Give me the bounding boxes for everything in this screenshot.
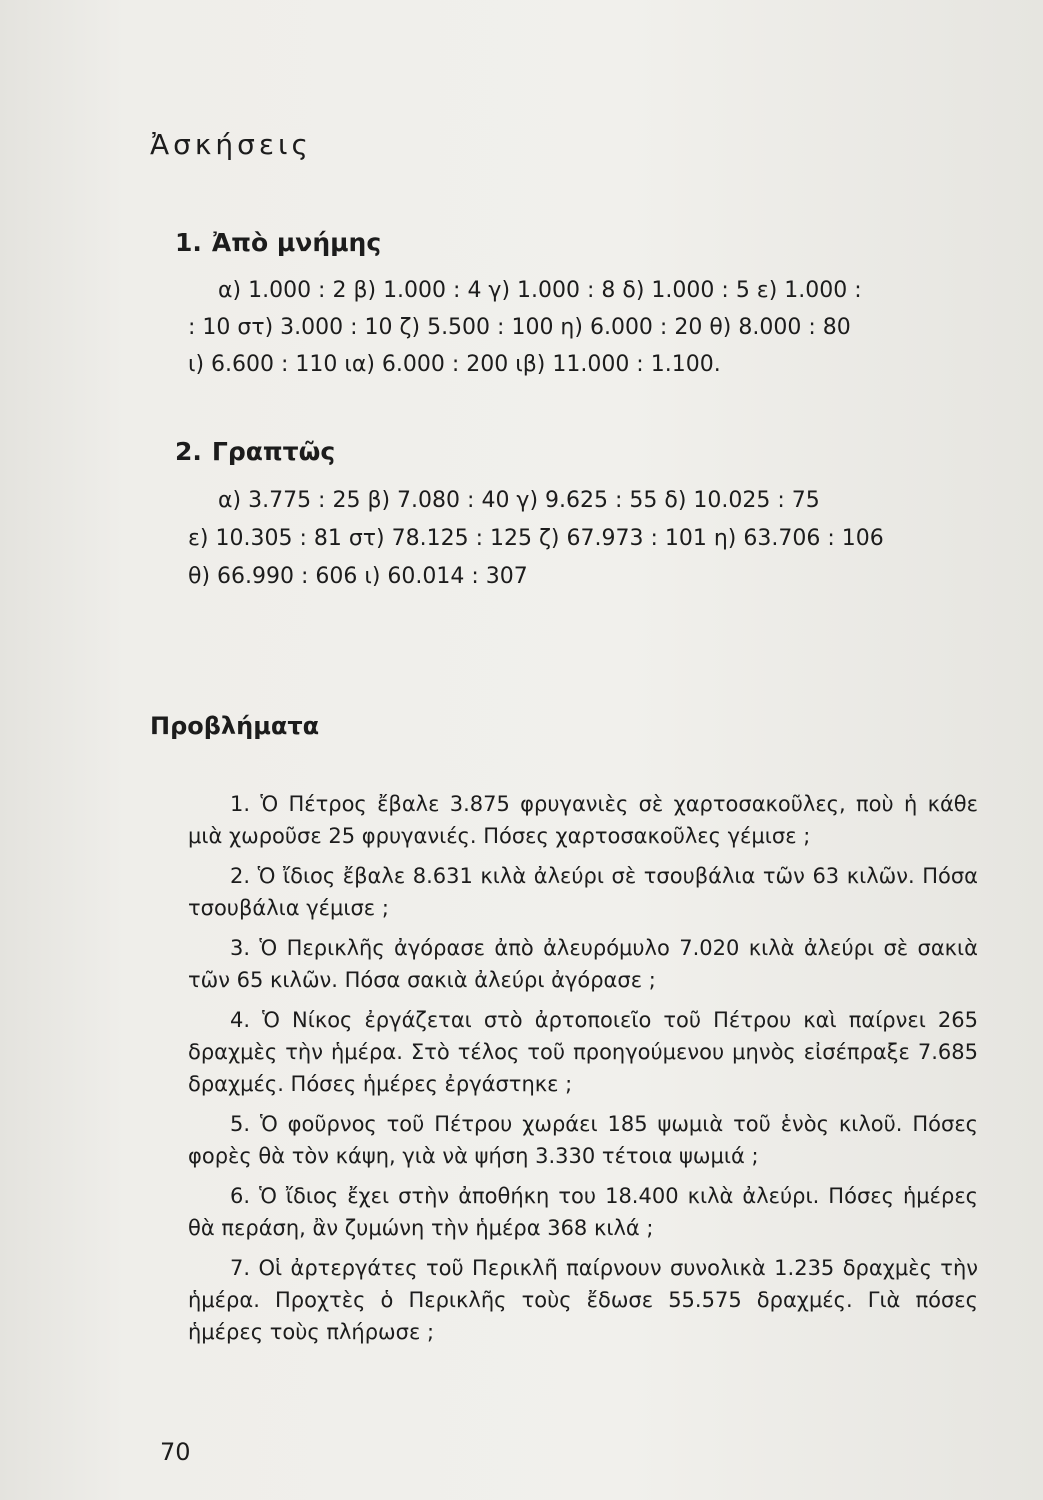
exercise-line: α) 3.775 : 25 β) 7.080 : 40 γ) 9.625 : 55 δ) 10.025 : 75 — [218, 488, 820, 513]
exercise-line: ε) 10.305 : 81 στ) 78.125 : 125 ζ) 67.973 : 101 η) 63.706 : 106 — [188, 526, 884, 551]
problem-item: 7. Οἱ ἀρτεργάτες τοῦ Περικλῆ παίρνουν συνολικὰ 1.235 δραχμὲς τὴν ἡμέρα. Προχτὲς ὁ Περικλῆς τοὺς ἔδωσε 55.575 δραχμές. Γιὰ πόσες ἡμέρες τοὺς πλήρωσε ; — [188, 1256, 978, 1344]
section-2-exercises — [188, 482, 978, 596]
exercise-line: α) 1.000 : 2 β) 1.000 : 4 γ) 1.000 : 8 δ) 1.000 : 5 ε) 1.000 : — [218, 278, 862, 303]
problem-item: 6. Ὁ ἴδιος ἔχει στὴν ἀποθήκη του 18.400 κιλὰ ἀλεύρι. Πόσες ἡμέρες θὰ περάση, ἂν ζυμώνη τὴν ἡμέρα 368 κιλά ; — [188, 1184, 978, 1240]
section-2-label: Γραπτῶς — [211, 437, 336, 466]
exercises-heading: Ἀσκήσεις — [150, 128, 312, 161]
exercise-line: θ) 66.990 : 606 ι) 60.014 : 307 — [188, 564, 528, 589]
section-2-title — [175, 437, 335, 466]
section-1-title — [175, 228, 381, 257]
problems-heading: Προβλήματα — [150, 712, 320, 740]
section-2-number: 2. — [175, 437, 202, 466]
problem-item: 2. Ὁ ἴδιος ἔβαλε 8.631 κιλὰ ἀλεύρι σὲ τσουβάλια τῶν 63 κιλῶν. Πόσα τσουβάλια γέμισε ; — [188, 864, 978, 920]
section-1-exercises — [188, 272, 978, 383]
exercise-line: : 10 στ) 3.000 : 10 ζ) 5.500 : 100 η) 6.000 : 20 θ) 8.000 : 80 — [188, 315, 851, 340]
section-1-label: Ἀπὸ μνήμης — [211, 228, 382, 257]
problem-item: 1. Ὁ Πέτρος ἔβαλε 3.875 φρυγανιὲς σὲ χαρτοσακοῦλες, ποὺ ἡ κάθε μιὰ χωροῦσε 25 φρυγανιές. Πόσες χαρτοσακοῦλες γέμισε ; — [188, 792, 978, 848]
problem-item: 3. Ὁ Περικλῆς ἀγόρασε ἀπὸ ἀλευρόμυλο 7.020 κιλὰ ἀλεύρι σὲ σακιὰ τῶν 65 κιλῶν. Πόσα σακιὰ ἀλεύρι ἀγόρασε ; — [188, 936, 978, 992]
problems-list — [188, 788, 978, 1356]
exercise-line: ι) 6.600 : 110 ια) 6.000 : 200 ιβ) 11.000 : 1.100. — [188, 352, 721, 377]
section-1-number: 1. — [175, 228, 202, 257]
problem-item: 4. Ὁ Νίκος ἐργάζεται στὸ ἀρτοποιεῖο τοῦ Πέτρου καὶ παίρνει 265 δραχμὲς τὴν ἡμέρα. Στὸ τέλος τοῦ προηγούμενου μηνὸς εἰσέπραξε 7.685 δραχμές. Πόσες ἡμέρες ἐργάστηκε ; — [188, 1008, 978, 1096]
problem-item: 5. Ὁ φοῦρνος τοῦ Πέτρου χωράει 185 ψωμιὰ τοῦ ἑνὸς κιλοῦ. Πόσες φορὲς θὰ τὸν κάψη, γιὰ νὰ ψήση 3.330 τέτοια ψωμιά ; — [188, 1112, 978, 1168]
page-number: 70 — [160, 1438, 191, 1466]
